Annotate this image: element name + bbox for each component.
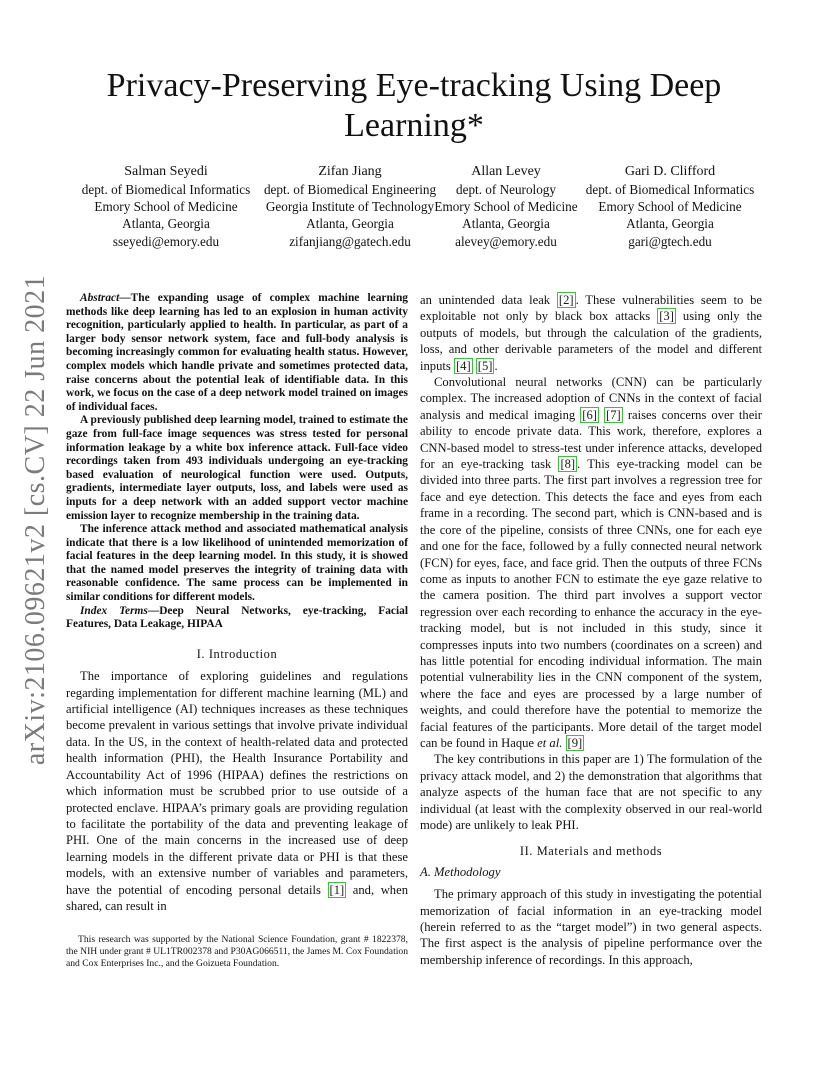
intro-paragraph-2: [420, 374, 762, 751]
author-dept: dept. of Biomedical Informatics: [81, 182, 251, 197]
abstract-text-1: —The expanding usage of complex machine learning methods like deep learning has led to an explosion in human activity recognition, particularly applied to health. In particular, as part of a larger body sensor network system, face and full-body analysis is becoming increasingly common for evaluating health status. However, complex models which handle private and sometimes protected data, raise concerns about the potential leak of identifiable data. In this work, we focus on the case of a deep network model trained on images of individual faces.: [66, 292, 408, 413]
left-column: [66, 292, 408, 914]
citation-link[interactable]: [9]: [567, 735, 583, 750]
author-email: sseyedi@emory.edu: [112, 233, 220, 249]
author-name: Salman Seyedi: [124, 164, 208, 179]
methods-paragraph-1: The primary approach of this study in investigating the potential memorization of facial information in an eye-tracking model (herein referred to as the “target model”) in two general aspects. The first aspect is the analysis of pipeline performance over the membership inference of recordings. In this approach,: [420, 887, 762, 967]
citation-link[interactable]: [3]: [659, 309, 674, 324]
author-dept: dept. of Neurology: [456, 182, 556, 197]
citation-link[interactable]: [4]: [455, 358, 471, 373]
index-terms: [66, 605, 408, 632]
intro-text-c1: an unintended data leak: [420, 293, 551, 307]
funding-footnote: This research was supported by the National Science Foundation, grant # 1822378, the NIH under grant # UL1TR002378 and P30AG066511, the James M. Cox Foundation and Cox Enterprises Inc., and the Goizueta Foundation.: [66, 934, 408, 969]
author-org: Georgia Institute of Technology: [265, 199, 435, 215]
section-heading-methods: II. Materials and methods: [519, 844, 663, 859]
author-org: Emory School of Medicine: [434, 199, 578, 215]
et-al: et al.: [537, 735, 563, 750]
author-location: Atlanta, Georgia: [306, 216, 394, 232]
intro-paragraph-1: [66, 668, 408, 914]
author-name: Zifan Jiang: [318, 164, 382, 179]
intro-text-2c: . This eye-tracking model can be divided into three parts. The first part involves a regression tree for face and eye detection. This detects the face and eyes from each frame in a recording. The second part, which is CNN-based and is the core of the pipeline, consists of three CNNs, one for each eye and one for the face, followed by a fully connected neural network (FCN) for eyes, face, and face grid. Then the outputs of three FCNs come as inputs to another FCN to estimate the eye gaze relative to the camera position. The third part involves a support vector regression over each recording to enhance the accuracy in the eye-tracking model, but is not included in this study, since it compresses inputs into two numbers (coordinates on a screen) and has little potential for encoding individual information. The main potential vulnerability lies in the CNN component of the system, where the face and eyes are processed by a large number of weights, and could therefore have the potential to memorize the facial features of the participants. More detail of the target model can be found in Haque: [420, 457, 762, 750]
intro-paragraph-1-continued: an unintended data leak [2] . These vulnerabilities seem to be exploitable not only by black box attacks [3] using only the outputs of models, but through the calculation of the gradients, loss, and other derivable parameters of the model and different inputs [4] [5] .: [420, 293, 763, 373]
intro-paragraph-3: The key contributions in this paper are 1) The formulation of the privacy attack model, and 2) the demonstration that algorithms that analyze aspects of the human face that are not specific to any individual (at least with the complexity observed in our real-world mode) are unlikely to leak PHI.: [420, 752, 762, 832]
author-email: gari@gtech.edu: [628, 233, 712, 249]
author-name: Allan Levey: [471, 164, 541, 179]
author-location: Atlanta, Georgia: [122, 216, 210, 232]
intro-text-1: The importance of exploring guidelines and regulations regarding implementation for different machine learning (ML) and artificial intelligence (AI) techniques increases as these techniques become prevalent in various settings that involve private individual data. In the US, in the context of health-related data and protected health information (PHI), the Health Insurance Portability and Accountability Act of 1996 (HIPAA) defines the restrictions on which information must be scrubbed prior to use outside of a protected enclave. HIPAA’s primary goals are providing regulation to facilitate the portability of the data and preventing leakage of PHI. One of the main concerns in the increased use of deep learning models in the different private data or PHI is that these models, with an extensive number of variables and parameters, have the potential of encoding personal details: [66, 669, 408, 897]
abstract-paragraph-3: The inference attack method and associated mathematical analysis indicate that there is a low likelihood of unintended memorization of facial features in the deep learning model. In this study, it is showed that the named model preserves the integrity of training data with reasonable confidence. The same process can be implemented in similar conditions for different models.: [66, 523, 408, 604]
citation-link[interactable]: [2]: [558, 293, 574, 307]
abstract-label: Abstract: [80, 292, 120, 304]
index-terms-text: —Deep Neural Networks, eye-tracking, Facial Features, Data Leakage, HIPAA: [66, 604, 408, 631]
index-terms-label: Index Terms: [80, 604, 148, 617]
section-heading-introduction: I. Introduction: [196, 646, 278, 661]
author-org: Emory School of Medicine: [598, 199, 742, 215]
citation-link[interactable]: [8]: [560, 457, 576, 472]
paper-title: Privacy-Preserving Eye-tracking Using Deep Learning*: [106, 67, 722, 144]
author-org: Emory School of Medicine: [94, 199, 238, 215]
author-1: [66, 162, 266, 250]
citation-link[interactable]: [5]: [477, 358, 493, 373]
intro-text-1b: and, when shared, can result in: [66, 882, 408, 913]
intro-text-2b: raises concerns over their ability to encode private data. This work, therefore, explores a CNN-based model to stress-test under inference attacks, developed for an eye-tracking task: [420, 407, 762, 472]
footnote: [66, 934, 408, 970]
author-location: Atlanta, Georgia: [626, 216, 714, 232]
author-name: Gari D. Clifford: [624, 164, 716, 179]
citation-link[interactable]: [1]: [329, 882, 345, 897]
citation-link[interactable]: [6]: [582, 407, 597, 422]
author-location: Atlanta, Georgia: [462, 216, 550, 232]
author-4: [570, 162, 770, 250]
intro-text-2a: Convolutional neural networks (CNN) can be particularly complex. The increased adoption of CNNs in the context of facial analysis and medical imaging: [420, 375, 762, 422]
abstract-paragraph-2: A previously published deep learning model, trained to estimate the gaze from full-face image sequences was stress tested for personal information leakage by a white box inference attack. Full-face video recordings taken from 493 individuals undergoing an eye-tracking based evaluation of neurological function were used. Outputs, gradients, intermediate layer outputs, loss, and labels were used as inputs for a deep network with an added support vector machine emission layer to recognize membership in the training data.: [66, 414, 408, 522]
intro-text-c2: . These vulnerabilities seem to be exploitable not only by black box attacks: [420, 293, 763, 324]
citation-link[interactable]: [7]: [606, 407, 621, 422]
author-dept: dept. of Biomedical Informatics: [585, 182, 755, 197]
abstract: [66, 292, 408, 632]
intro-text-c3: using only the outputs of models, but through the calculation of the gradients, loss, and other derivable parameters of the model and different inputs: [420, 309, 763, 373]
subsection-heading-methodology: A. Methodology: [420, 864, 501, 879]
abstract-paragraph-1: [66, 292, 408, 414]
arxiv-identifier: arXiv:2106.09621v2 [cs.CV] 22 Jun 2021: [20, 274, 51, 766]
author-dept: dept. of Biomedical Engineering: [263, 182, 437, 197]
right-column: [420, 292, 762, 968]
author-email: zifanjiang@gatech.edu: [289, 233, 411, 249]
author-email: alevey@emory.edu: [455, 233, 557, 249]
